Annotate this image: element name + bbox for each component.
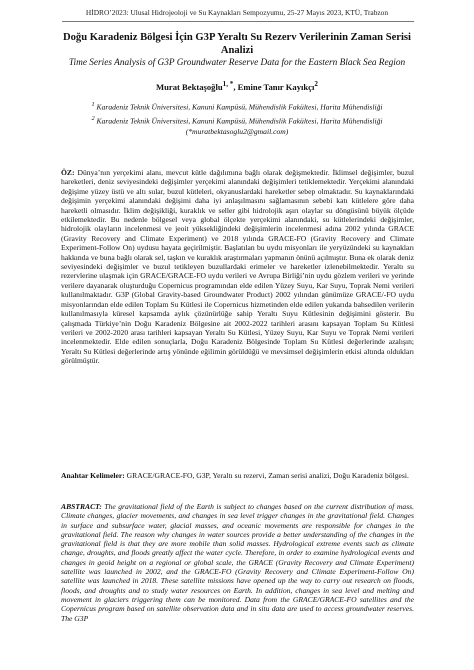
abstract-label: ABSTRACT: [61, 502, 102, 511]
header-divider [62, 21, 414, 22]
author-name: Emine Tanır Kayıkçı [237, 81, 315, 92]
paper-subtitle: Time Series Analysis of G3P Groundwater Reserve Data for the Eastern Black Sea Region [68, 58, 406, 68]
author-separator: , [233, 81, 238, 92]
affiliations [40, 99, 434, 138]
paper-title: Doğu Karadeniz Bölgesi İçin G3P Yeraltı Su Rezerv Verilerinin Zaman Serisi Analizi [62, 32, 411, 56]
author-superscript: 2 [314, 80, 318, 88]
corresponding-email: (*muratbektasoglu2@gmail.com) [185, 127, 289, 137]
affiliation-line [40, 113, 434, 127]
author-name: Murat Bektaşoğlu [156, 81, 223, 92]
affiliation-number: 1 [91, 101, 95, 108]
abstract-label: ÖZ: [61, 168, 75, 177]
abstract-english [61, 502, 414, 623]
keywords [61, 471, 414, 480]
abstract-text: The gravitational field of the Earth is subject to changes based on the current distribution of mass. Climate changes, glacier movements, and changes in sea level trigger changes in the gravitational field. Changes in surface and subsurface water, glacial masses, and oceanic movements are responsible for changes in the gravitational field. The reason why changes in water sources provide a better understanding of the changes in the gravitational field is that they are more mobile than solid masses. Hydrological extreme events such as climate change, droughts, and floods greatly affect the water cycle. Therefore, in order to examine hydrological events and changes in geoid height on a regional or global scale, the GRACE (Gravity Recovery and Climate Experiment) satellite was launched in 2002, and the GRACE-FO (Gravity Recovery and Climate Experiment-Follow On) satellite was launched in 2018. These satellite missions have opened up the way to carry out research on floods, floods, and droughts and to study water resources on Earth. In addition, changes in sea level and melting and movement in glaciers triggering them can be monitored. Data from the GRACE/GRACE-FO satellites and the Copernicus program based on satellite observation data and in situ data are used to access groundwater reserves. The G3P [61, 502, 414, 623]
running-header: HİDRO’2023: Ulusal Hidrojeoloji ve Su Kaynakları Sempozyumu, 25-27 Mayıs 2023, KTÜ, Trabzon [85, 8, 389, 17]
affiliation-text: Karadeniz Teknik Üniversitesi, Kanuni Kampüsü, Mühendislik Fakültesi, Harita Mühendisliği [94, 102, 383, 112]
author-line [0, 80, 474, 92]
keywords-text: GRACE/GRACE-FO, G3P, Yeraltı su rezervi, Zaman serisi analizi, Doğu Karadeniz bölgesi. [124, 471, 409, 480]
keywords-label: Anahtar Kelimeler: [61, 471, 125, 480]
affiliation-number: 2 [91, 114, 95, 122]
affiliation-line [40, 99, 434, 113]
author-superscript: 1, * [222, 80, 234, 88]
affiliation-text: Karadeniz Teknik Üniversitesi, Kanuni Kampüsü, Mühendislik Fakültesi, Harita Mühendisliği [94, 116, 383, 126]
abstract-text: Dünya’nın yerçekimi alanı, mevcut kütle dağılımına bağlı olarak değişmektedir. İklimsel değişimler, buzul hareketleri, deniz seviyesindeki değişimler yerçekimi alanındaki değişimleri tetiklemektedir. Yerçekimi alanındaki değişime yüzey üstü ve altı sular, buzul kütleleri, okyanuslardaki hareketler sebep olmaktadır. Su kaynaklarındaki değişimin yerçekimi alanındaki değişimi daha iyi anlaşılmasını sağlamasının sebebi katı kütlelere göre daha hareketli olmasıdır. İklim değişikliği, kuraklık ve seller gibi hidrolojik aşırı olaylar su döngüsünü büyük ölçüde etkilemektedir. Bu nedenle bölgesel veya global ölçekte yerçekimi alanındaki, su kütlelerindeki değişimler, hidrolojik olayların incelenmesi ve jeoit yüksekliğindeki değişimlerin incelenmesi adına 2002 yılında GRACE (Gravity Recovery and Climate Experiment) ve 2018 yılında GRACE-FO (Gravity Recovery and Climate Experiment-Follow On) uydusu hayata geçirilmiştir. Başlatılan bu uydu misyonları ile yeryüzündeki su kaynakları hakkında ve buna bağlı olarak sel, taşkın ve kuraklık araştırmaları yapmanın önünü açılmıştır. Buna ek olarak deniz seviyesindeki değişimler ve buzul tetikleyen buzullardaki erimeler ve hareketler izlenebilmektedir. Yeraltı su rezervlerine ulaşmak için GRACE/GRACE-FO uydu verileri ve Avrupa Birliği’nin uydu gözlem verileri ve yerinde verilere dayanarak oluşturduğu Copernicus programından elde edilen Yüzey Suyu, Kar Suyu, Toprak Nemi verileri kullanılmaktadır. G3P (Global Gravity-based Groundwater Product) 2002 yılından günümüze GRACE/-FO uydu misyonlarından elde edilen Toplam Su Kütlesi ile Copernicus hizmetinden elde edilen yukarıda bahsedilen verilerin kullanılmasıyla küresel kapsamda aylık çözünürlüğe sahip Yeraltı Suyu Kütlesinin değişimini gösterir. Bu çalışmada Türkiye’nin Doğu Karadeniz Bölgesine ait 2002-2022 tarihleri arasını kapsayan Toplam Su Kütlesi verileri ve 2002-2020 arası tarihleri kapsayan Yeraltı Su Kütlesi, Yüzey Suyu, Kar Suyu ve Toprak Nemi verileri incelenmektedir. Elde edilen sonuçlarla, Doğu Karadeniz Bölgesinde Toplam Su Kütlesi değerlerinde azalışın; Yeraltı Su Kütlesi değerlerinde artış yönünde eğilimin görüldüğü ve mevsimsel değişimlerin etkisi altında oldukları görülmüştür. [61, 168, 414, 366]
abstract-turkish [61, 168, 414, 366]
